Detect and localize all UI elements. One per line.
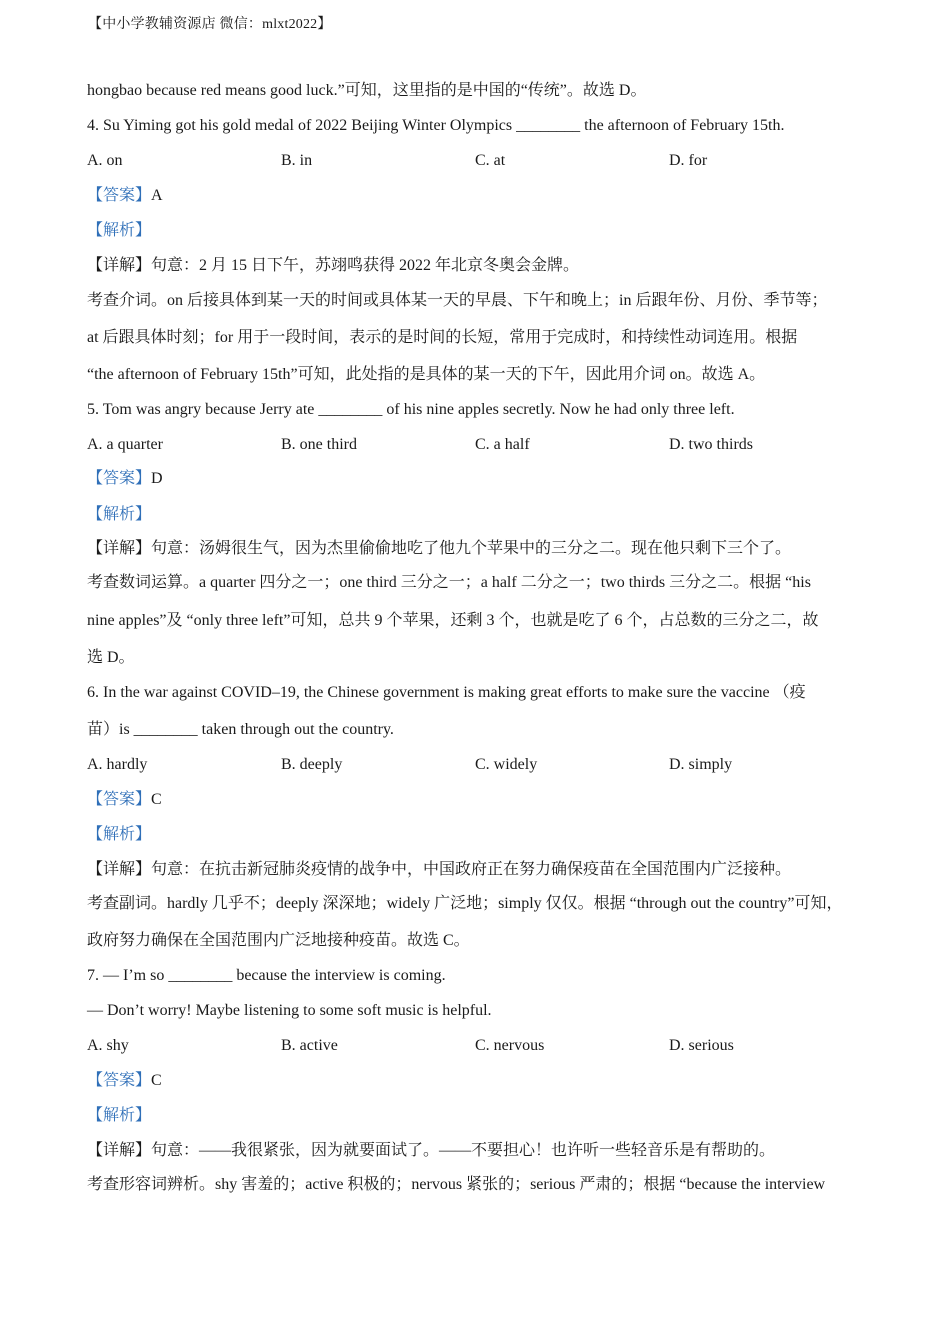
q6-options [87, 755, 867, 775]
q4-explanation-line: at 后跟具体时刻；for 用于一段时间，表示的是时间的长短，常用于完成时，和持续性动词连用。根据 [87, 329, 798, 346]
q6-stem-line: 6. In the war against COVID–19, the Chinese government is making great efforts to make sure the vaccine （疫 [87, 684, 806, 701]
q7-option-c: C. nervous [475, 1037, 545, 1054]
q5-explanation-line: nine apples”及 “only three left”可知，总共 9 个苹果，还剩 3 个，也就是吃了 6 个，占总数的三分之二，故 [87, 612, 819, 629]
page-header: 【中小学教辅资源店 微信：mlxt2022】 [88, 17, 332, 32]
answer-label: 【答案】 [87, 470, 152, 487]
q7-stem-line: 7. — I’m so ________ because the interview is coming. [87, 967, 446, 984]
intro-line: hongbao because red means good luck.”可知，这里指的是中国的“传统”。故选 D。 [87, 82, 647, 99]
q4-detail-text: 句意：2 月 15 日下午，苏翊鸣获得 2022 年北京冬奥会金牌。 [151, 257, 580, 274]
detail-label: 【详解】 [87, 540, 152, 557]
q5-option-d: D. two thirds [669, 436, 753, 453]
q6-option-c: C. widely [475, 756, 538, 773]
q4-answer-value: A [151, 187, 163, 204]
answer-label: 【答案】 [87, 791, 152, 808]
q6-stem-line: 苗）is ________ taken through out the country. [87, 721, 394, 738]
q4-option-d: D. for [669, 152, 708, 169]
q7-explanation-line: 考查形容词辨析。shy 害羞的；active 积极的；nervous 紧张的；serious 严肃的；根据 “because the interview [87, 1176, 826, 1193]
q5-explanation-line: 选 D。 [87, 649, 135, 666]
q7-detail-text: 句意：——我很紧张，因为就要面试了。——不要担心！也许听一些轻音乐是有帮助的。 [151, 1142, 776, 1159]
q7-option-a: A. shy [87, 1037, 129, 1054]
q4-option-b: B. in [281, 152, 313, 169]
q5-analysis-label: 【解析】 [87, 506, 152, 523]
q6-option-b: B. deeply [281, 756, 343, 773]
q6-explanation-line: 政府努力确保在全国范围内广泛地接种疫苗。故选 C。 [87, 932, 470, 949]
q6-answer-value: C [151, 791, 162, 808]
q7-stem-line: — Don’t worry! Maybe listening to some soft music is helpful. [87, 1002, 492, 1019]
q5-answer-value: D [151, 470, 163, 487]
q4-answer [87, 186, 163, 206]
q5-stem: 5. Tom was angry because Jerry ate ________ of his nine apples secretly. Now he had only three left. [87, 401, 735, 418]
q7-detail [87, 1141, 775, 1161]
q5-explanation-line: 考查数词运算。a quarter 四分之一；one third 三分之一；a half 二分之一；two thirds 三分之二。根据 “his [87, 574, 811, 591]
q4-explanation-line: 考查介词。on 后接具体到某一天的时间或具体某一天的早晨、下午和晚上；in 后跟年份、月份、季节等； [87, 292, 828, 309]
q5-option-b: B. one third [281, 436, 357, 453]
q5-options [87, 435, 867, 455]
detail-label: 【详解】 [87, 861, 152, 878]
detail-label: 【详解】 [87, 1142, 152, 1159]
q6-detail [87, 860, 791, 880]
q7-options [87, 1036, 867, 1056]
q7-analysis-label: 【解析】 [87, 1107, 152, 1124]
q7-answer-value: C [151, 1072, 162, 1089]
q4-detail [87, 256, 579, 276]
q7-option-b: B. active [281, 1037, 338, 1054]
q6-answer [87, 790, 162, 810]
q4-option-a: A. on [87, 152, 123, 169]
q5-detail-text: 句意：汤姆很生气，因为杰里偷偷地吃了他九个苹果中的三分之二。现在他只剩下三个了。 [151, 540, 792, 557]
answer-label: 【答案】 [87, 187, 152, 204]
q7-answer [87, 1071, 162, 1091]
q4-explanation-line: “the afternoon of February 15th”可知，此处指的是具体的某一天的下午，因此用介词 on。故选 A。 [87, 366, 766, 383]
q5-option-a: A. a quarter [87, 436, 163, 453]
q6-option-d: D. simply [669, 756, 733, 773]
q6-explanation-line: 考查副词。hardly 几乎不；deeply 深深地；widely 广泛地；simply 仅仅。根据 “through out the country”可知， [87, 895, 843, 912]
answer-label: 【答案】 [87, 1072, 152, 1089]
q4-stem: 4. Su Yiming got his gold medal of 2022 Beijing Winter Olympics ________ the afternoon of February 15th. [87, 117, 785, 134]
q5-option-c: C. a half [475, 436, 530, 453]
q4-option-c: C. at [475, 152, 506, 169]
q5-detail [87, 539, 791, 559]
q6-analysis-label: 【解析】 [87, 826, 152, 843]
q4-analysis-label: 【解析】 [87, 222, 152, 239]
detail-label: 【详解】 [87, 257, 152, 274]
q7-option-d: D. serious [669, 1037, 734, 1054]
q5-answer [87, 469, 163, 489]
q4-options [87, 151, 867, 171]
q6-option-a: A. hardly [87, 756, 148, 773]
q6-detail-text: 句意：在抗击新冠肺炎疫情的战争中，中国政府正在努力确保疫苗在全国范围内广泛接种。 [151, 861, 792, 878]
